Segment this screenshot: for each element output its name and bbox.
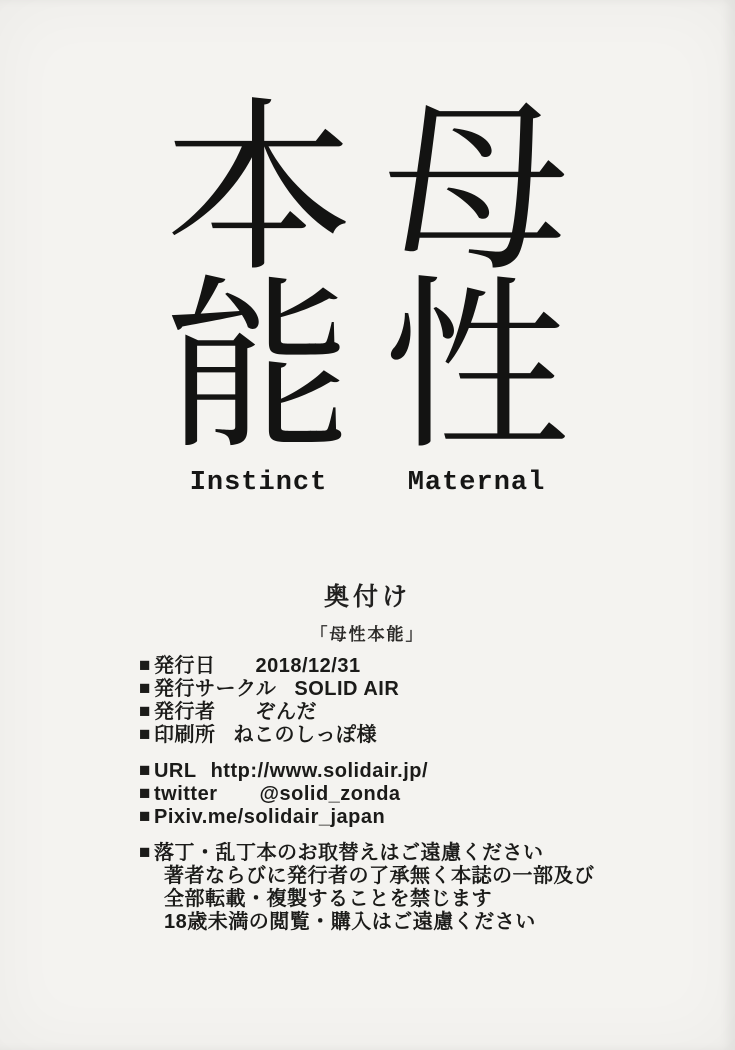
square-bullet-icon: ■ <box>139 655 151 676</box>
info-value: 2018/12/31 <box>255 655 361 677</box>
link-value: @solid_zonda <box>259 783 401 805</box>
disclaimer <box>139 842 595 934</box>
disclaimer-line <box>139 911 595 934</box>
info-label: 印刷所 <box>153 724 216 746</box>
disclaimer-line <box>139 865 595 888</box>
kanji-sei: 性 <box>383 258 570 475</box>
title-area <box>0 80 735 498</box>
info-value: SOLID AIR <box>294 678 400 700</box>
disclaimer-line <box>139 888 595 911</box>
disclaimer-text: 全部転載・複製することを禁じます <box>164 888 492 910</box>
square-bullet-icon: ■ <box>139 678 151 699</box>
info-label: 発行サークル <box>153 678 277 700</box>
info-row-publisher <box>139 701 595 724</box>
square-bullet-icon: ■ <box>139 806 151 827</box>
disclaimer-text: 著者ならびに発行者の了承無く本誌の一部及び <box>164 865 595 887</box>
caption-maternal: Maternal <box>407 468 546 498</box>
info-value: ぞんだ <box>255 701 317 723</box>
caption-instinct: Instinct <box>189 468 328 498</box>
title-column-maternal <box>379 80 575 498</box>
square-bullet-icon: ■ <box>139 842 151 863</box>
info-row-twitter <box>139 783 595 806</box>
square-bullet-icon: ■ <box>139 783 151 804</box>
kanji-hon: 本 <box>165 80 352 297</box>
square-bullet-icon: ■ <box>139 760 151 781</box>
disclaimer-line <box>139 842 595 865</box>
disclaimer-text: 落丁・乱丁本のお取替えはご遠慮ください <box>153 842 544 864</box>
disclaimer-text: 18歳未満の閲覧・購入はご遠慮ください <box>164 911 536 933</box>
square-bullet-icon: ■ <box>139 701 151 722</box>
kanji-nou: 能 <box>165 258 352 475</box>
info-row-printer <box>139 724 595 747</box>
book-title: 「母性本能」 <box>310 625 425 644</box>
info-row-url <box>139 760 595 783</box>
link-label: twitter <box>153 783 218 805</box>
publication-info-list <box>139 655 595 747</box>
info-row-publish-date <box>139 655 595 678</box>
info-label: 発行者 <box>153 701 216 723</box>
info-row-circle <box>139 678 595 701</box>
info-area <box>139 655 595 947</box>
square-bullet-icon: ■ <box>139 724 151 745</box>
kanji-bo: 母 <box>383 80 570 297</box>
colophon-heading: 奥付け <box>323 583 411 611</box>
info-row-pixiv <box>139 806 595 829</box>
info-label: 発行日 <box>153 655 216 677</box>
links-list <box>139 760 595 829</box>
title-column-instinct <box>161 80 357 498</box>
link-label: Pixiv.me/solidair_japan <box>153 806 386 828</box>
link-value: http://www.solidair.jp/ <box>210 760 429 782</box>
link-label: URL <box>153 760 197 782</box>
info-value: ねこのしっぽ様 <box>233 724 377 746</box>
